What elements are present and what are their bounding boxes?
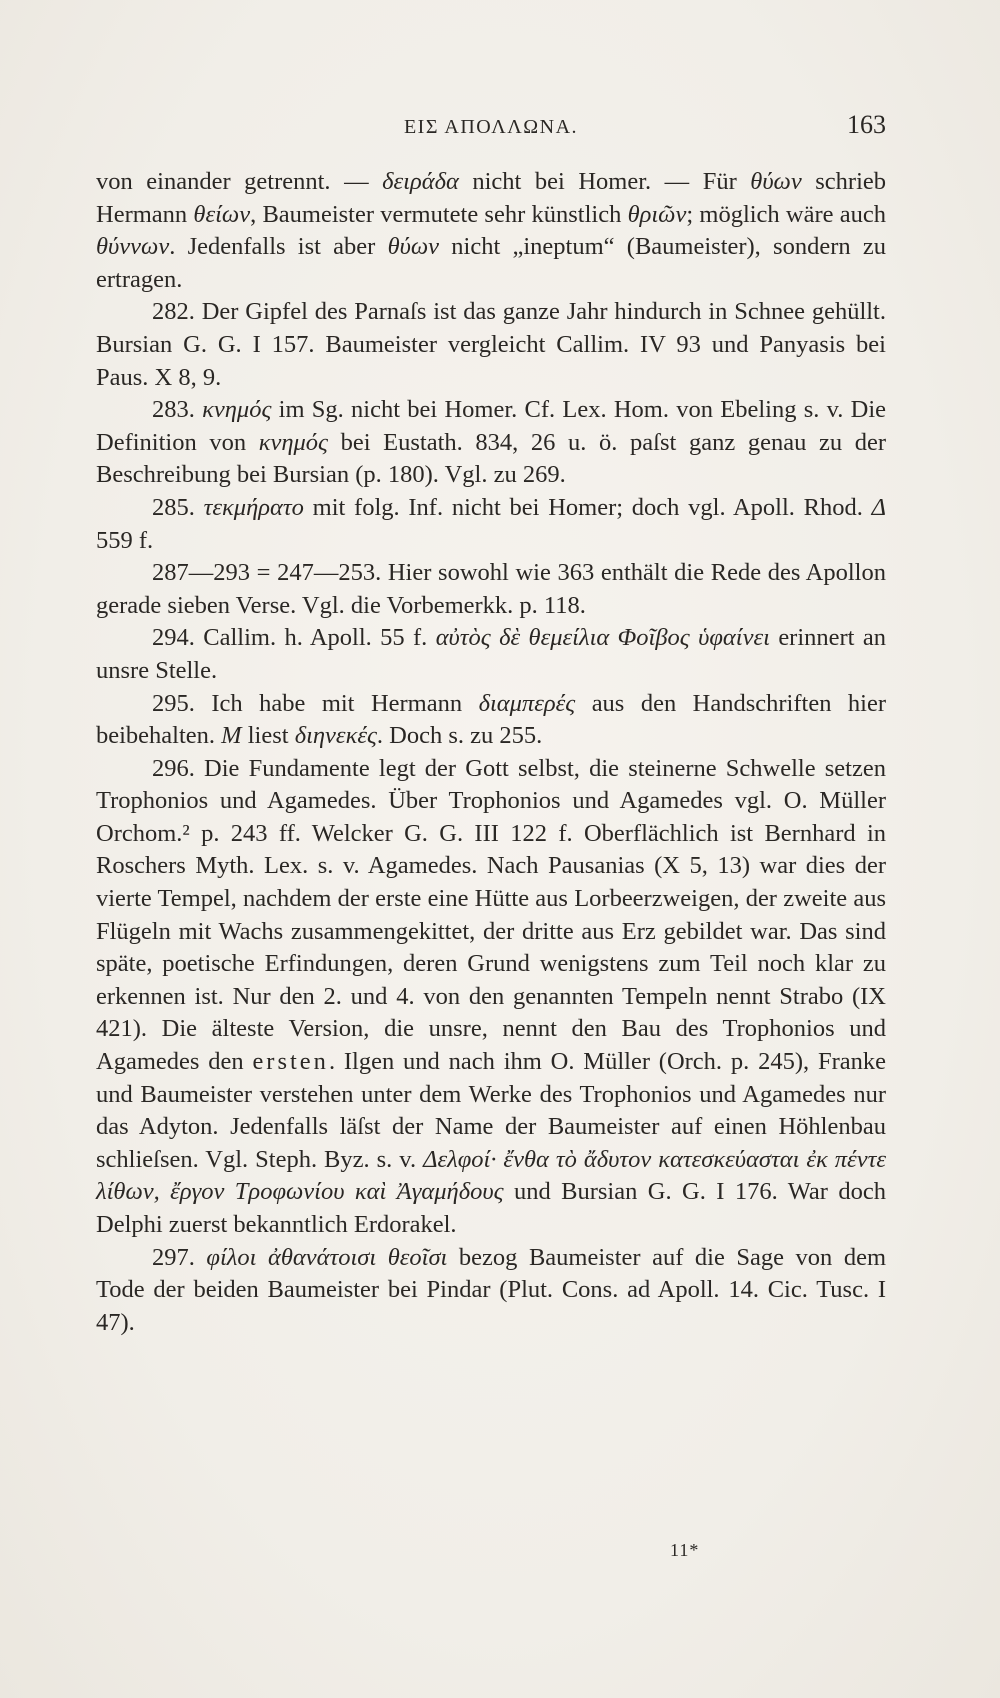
greek-quote: αὐτὸς δὲ θεμείλια Φοῖβος ὑφαίνει	[435, 624, 770, 652]
note-296: 296. Die Fundamente legt der Gott selbst, die steinerne Schwelle setzen Trophonios und Agamedes. Über Trophonios und Agamedes vgl. O. Müller Orchom.² p. 243 ff. Welcker G. G. III 122 f. Oberflächlich ist Bernhard in Roschers Myth. Lex. s. v. Agamedes. Nach Pausanias (X 5, 13) war dies der vierte Tempel, nachdem der erste eine Hütte aus Lorbeerzweigen, der zweite aus Flügeln mit Wachs zusammengekittet, der dritte aus Erz gebildet war. Das sind späte, poetische Erfindungen, deren Grund wenigstens zum Teil noch klar zu erkennen ist. Nur den 2. und 4. von den genannten Tempeln nennt Strabo (IX 421). Die älteste Version, die unsre, nennt den Bau des Trophonios und Agamedes den ersten. Ilgen und nach ihm O. Müller (Orch. p. 245), Franke und Baumeister verstehen unter dem Werke des Trophonios und Agamedes nur das Adyton. Jedenfalls läſst der Name der Baumeister auf einen Höhlenbau schlieſsen. Vgl. Steph. Byz. s. v. Δελφοί· ἔνθα τὸ ἄδυτον κατεσκεύασται ἐκ πέντε λίθων, ἔργον Τροφωνίου καὶ Ἀγαμήδους und Bursian G. G. I 176. War doch Delphi zuerst bekanntlich Erdorakel.	[96, 754, 887, 1238]
note-282: 282. Der Gipfel des Parnaſs ist das ganze Jahr hindurch in Schnee gehüllt. Bursian G. G. I 157. Baumeister vergleicht Callim. IV 93 und Panyasis bei Paus. X 8, 9.	[96, 298, 886, 391]
spaced-emphasis: ersten	[252, 1048, 329, 1076]
greek-term: Δ	[871, 493, 886, 521]
greek-term: θύων	[750, 168, 802, 195]
greek-quote: φίλοι ἀθανάτοισι θεοῖσι	[206, 1243, 448, 1271]
note-295: 295. Ich habe mit Hermann διαμπερές aus den Handschriften hier beibehalten. M liest διηνεκές. Doch s. zu 255.	[96, 689, 886, 750]
page-number: 163	[847, 110, 886, 139]
printer-signature: 11*	[670, 1540, 700, 1560]
greek-quote: Δελφοί· ἔνθα τὸ ἄδυτον κατεσκεύασται ἐκ πέντε λίθων, ἔργον Τροφωνίου καὶ Ἀγαμήδους	[96, 1145, 886, 1206]
greek-term: κνημός	[258, 428, 328, 456]
note-287: 287—293 = 247—253. Hier sowohl wie 363 enthält die Rede des Apollon gerade sieben Verse. Vgl. die Vorbemerkk. p. 118.	[96, 559, 886, 619]
greek-term: διηνεκές	[294, 722, 377, 750]
greek-term: θύων	[387, 233, 440, 261]
greek-term: τεκμήρατο	[203, 493, 304, 521]
commentary-text	[96, 166, 886, 1339]
note-283: 283. κνημός im Sg. nicht bei Homer. Cf. Lex. Hom. von Ebeling s. v. Die Definition von κνημός bei Eustath. 834, 26 u. ö. paſst ganz genau zu der Beschreibung bei Bursian (p. 180). Vgl. zu 269.	[96, 396, 887, 489]
running-title: ΕΙΣ ΑΠΟΛΛΩΝΑ.	[403, 116, 579, 138]
greek-term: δειράδα	[382, 168, 459, 195]
greek-term: θείων	[193, 200, 251, 228]
greek-term: θριῶν	[627, 200, 687, 228]
greek-term: θύννων	[96, 233, 170, 261]
note-294: 294. Callim. h. Apoll. 55 f. αὐτὸς δὲ θεμείλια Φοῖβος ὑφαίνει erinnert an unsre Stelle.	[96, 624, 886, 684]
page-header	[96, 110, 886, 150]
greek-term: διαμπερές	[478, 689, 576, 717]
note-297: 297. φίλοι ἀθανάτοισι θεοῖσι bezog Baumeister auf die Sage von dem Tode der beiden Baumeister bei Pindar (Plut. Cons. ad Apoll. 14. Cic. Tusc. I 47).	[96, 1243, 886, 1336]
greek-term: κνημός	[202, 396, 272, 424]
paragraph-continuation: von einander getrennt. — δειράδα nicht bei Homer. — Für θύων schrieb Hermann θείων, Baumeister vermutete sehr künstlich θριῶν; möglich wäre auch θύννων. Jedenfalls ist aber θύων nicht „ineptum“ (Baumeister), sondern zu ertragen.	[96, 168, 887, 293]
manuscript-siglum: M	[221, 722, 242, 750]
note-285: 285. τεκμήρατο mit folg. Inf. nicht bei Homer; doch vgl. Apoll. Rhod. Δ 559 f.	[96, 493, 886, 554]
